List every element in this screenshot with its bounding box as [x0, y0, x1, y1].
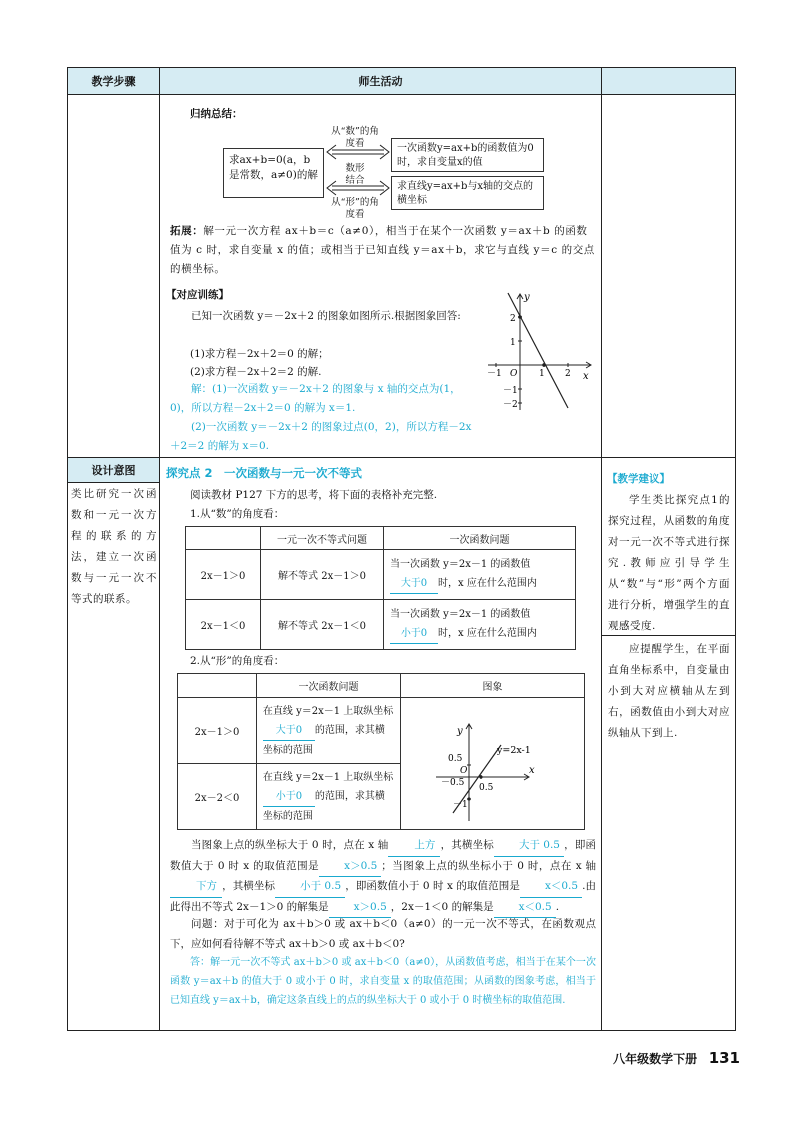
explore-answer: 答：解一元一次不等式 ax＋b＞0 或 ax＋b＜0（a≠0），从函数值考虑，相当于在某个一次函数 y＝ax＋b 的值大于 0 或小于 0 时，求自变量 x 的取值范围；从函数的图象考虑，相当于已知直线 y＝ax＋b，确定这条直线上的点的纵坐标大于 0 或小于 0 时横坐标的取值范围.	[170, 957, 596, 1006]
shape-table-r1c1-b: 的范围，求其横坐标的范围	[262, 724, 385, 756]
fill-paragraph	[170, 836, 596, 918]
graph1-ytick-2: 2	[510, 314, 516, 324]
table-row	[186, 550, 576, 600]
num-table-r1c1: 解不等式 2x－1＞0	[261, 550, 384, 600]
grid-line-h2	[67, 457, 736, 458]
extension-label: 拓展：	[170, 225, 204, 237]
header-activity: 师生活动	[160, 68, 601, 94]
num-table-r1c2-b: 时，x 应在什么范围内	[438, 578, 537, 589]
graph1-y-label: y	[524, 292, 530, 303]
fill-blank-6: x＜0.5	[520, 877, 582, 898]
shape-table	[177, 673, 585, 830]
fill-s3: ，即函数值大于 0 时 x 的取值范围是	[170, 839, 597, 872]
graph1-xtick-neg1: －1	[487, 369, 502, 379]
shape-table-graph-cell	[401, 698, 585, 830]
grid-line-v2	[601, 67, 602, 1031]
practice-label: 【对应训练】	[166, 289, 229, 301]
num-table-r1-blank: 大于0	[390, 574, 438, 594]
explore-shape-title: 2.从“形”的角度看：	[190, 655, 285, 667]
graph2-line-label: y=2x-1	[497, 744, 531, 756]
header-step: 教学步骤	[68, 68, 159, 94]
summary-right-top: 一次函数y=ax+b的函数值为0时，求自变量x的值	[391, 138, 544, 172]
practice-answer-2: (2)一次函数 y＝－2x＋2 的图象过点(0，2)，所以方程－2x＋2＝2 的解为 x＝0.	[170, 421, 472, 452]
graph1-x-label: x	[583, 371, 589, 382]
suggestion-p1: 学生类比探究点1的探究过程，从函数的角度对一元一次不等式进行探究.教师应引导学生从“数”与“形”两个方面进行分析，增强学生的直观感受度.	[608, 494, 730, 632]
suggestion-p2: 应提醒学生，在平面直角坐标系中，自变量由小到大对应横轴从左到右，函数值由小到大对应纵轴从下到上.	[608, 643, 730, 739]
summary-from-number: 从“数”的角度看	[331, 126, 379, 149]
fill-blank-5: 小于 0.5	[275, 877, 345, 898]
shape-table-r1c0: 2x－1＞0	[178, 698, 257, 764]
graph2-xtick-neg05: －0.5	[441, 777, 465, 788]
fill-s6: ，即函数值小于 0 时 x 的取值范围是	[345, 880, 520, 892]
suggestion-label: 【教学建议】	[607, 473, 670, 485]
shape-table-r1c1-a: 在直线 y＝2x－1 上取纵坐标	[262, 705, 394, 717]
explore-question: 问题：对于可化为 ax＋b＞0 或 ax＋b＜0（a≠0）的一元一次不等式，在函数观点下，应如何看待解不等式 ax＋b＞0 或 ax＋b＜0?	[170, 918, 596, 950]
footer-book-title: 八年级数学下册	[613, 1052, 698, 1066]
fill-s8: ，2x－1＜0 的解集是	[390, 900, 494, 913]
footer-page-number: 131	[708, 1049, 740, 1067]
extension	[170, 222, 595, 279]
design-label: 设计意图	[68, 458, 159, 483]
graph2-ytick-neg1: －1	[453, 799, 468, 810]
fill-blank-3: x＞0.5	[319, 857, 381, 878]
footer	[560, 1048, 740, 1067]
summary-combine: 数形结合	[345, 163, 365, 186]
summary-arrows	[324, 140, 392, 200]
graph-line-y-minus-2x-plus-2	[483, 290, 598, 415]
number-table	[185, 526, 576, 650]
shape-table-h1: 一次函数问题	[256, 674, 400, 698]
num-table-r2c2-a: 当一次函数 y＝2x－1 的函数值	[390, 609, 531, 620]
shape-table-r2c1-b: 的范围，求其横坐标的范围	[262, 790, 385, 822]
explore-title: 探究点 2 一次函数与一元一次不等式	[166, 466, 363, 480]
explore-num-title: 1.从“数”的角度看：	[190, 508, 285, 520]
shape-table-r2c1-a: 在直线 y＝2x－1 上取纵坐标	[262, 771, 394, 783]
graph2-origin: O	[460, 765, 468, 776]
design-text: 类比研究一次函数和一元一次方程的联系的方法，建立一次函数与一元一次不等式的联系。	[71, 488, 157, 605]
graph2-x-label: x	[529, 764, 535, 776]
practice-q2: (2)求方程－2x＋2＝2 的解.	[190, 366, 322, 378]
num-table-r2c2	[384, 600, 576, 650]
graph1-ytick-neg1: －1	[503, 386, 518, 396]
fill-s1: 当图象上点的纵坐标大于 0 时，点在 x 轴	[191, 839, 389, 851]
summary-from-shape: 从“形”的角度看	[331, 197, 379, 220]
fill-s5: ，其横坐标	[222, 880, 276, 892]
fill-s2: ，其横坐标	[440, 839, 494, 851]
table-row	[178, 698, 585, 764]
summary-left-box: 求ax+b=0(a，b是常数，a≠0)的解	[223, 148, 324, 198]
shape-table-h0	[178, 674, 257, 698]
num-table-h0	[186, 527, 261, 550]
grid-line-v1	[159, 67, 160, 1031]
shape-table-h2: 图象	[401, 674, 585, 698]
summary-right-bottom: 求直线y=ax+b与x轴的交点的横坐标	[391, 176, 544, 210]
shape-table-r2c1	[256, 764, 400, 830]
num-table-r2c2-b: 时，x 应在什么范围内	[438, 628, 537, 639]
graph1-ytick-neg2: －2	[503, 400, 518, 410]
graph2-xtick-05: 0.5	[479, 782, 494, 793]
graph1-xtick-2: 2	[565, 369, 571, 379]
extension-text: 解一元一次方程 ax＋b＝c（a≠0），相当于在某个一次函数 y＝ax＋b 的函数值为 c 时，求自变量 x 的值；或相当于已知直线 y＝ax＋b，求它与直线 y＝c 的交点的横坐标。	[170, 225, 595, 275]
graph1-xtick-1: 1	[539, 369, 545, 379]
shape-table-r2-blank: 小于0	[263, 787, 315, 807]
num-table-r1c0: 2x－1＞0	[186, 550, 261, 600]
fill-blank-2: 大于 0.5	[494, 836, 564, 857]
graph1-origin: O	[510, 369, 518, 379]
shape-table-r1-blank: 大于0	[263, 721, 315, 741]
fill-s4: ；当图象上点的纵坐标小于 0 时，点在 x 轴	[381, 859, 597, 872]
suggestion-divider	[602, 635, 735, 636]
summary-title: 归纳总结：	[190, 108, 243, 120]
fill-s9: .	[555, 900, 560, 913]
num-table-r1c2-a: 当一次函数 y＝2x－1 的函数值	[390, 559, 531, 570]
shape-table-r2c0: 2x－2＜0	[178, 764, 257, 830]
graph1-ytick-1: 1	[510, 338, 516, 348]
num-table-r1c2	[384, 550, 576, 600]
table-row	[186, 600, 576, 650]
num-table-r2c1: 解不等式 2x－1＜0	[261, 600, 384, 650]
num-table-r2c0: 2x－1＜0	[186, 600, 261, 650]
fill-blank-4: 下方	[170, 877, 222, 898]
practice-question: 已知一次函数 y＝－2x＋2 的图象如图所示.根据图象回答:	[191, 310, 461, 322]
graph-line-y-2x-minus-1	[401, 699, 584, 829]
explore-intro: 阅读教材 P127 下方的思考，将下面的表格补充完整.	[190, 489, 438, 501]
shape-table-r1c1	[256, 698, 400, 764]
graph2-y-label: y	[457, 725, 463, 737]
fill-s7: .由此得出不等式 2x－1＞0 的解集是	[170, 880, 597, 913]
num-table-h2: 一次函数问题	[384, 527, 576, 550]
fill-blank-1: 上方	[388, 836, 440, 857]
practice-answer-1: 解：(1)一次函数 y＝－2x＋2 的图象与 x 轴的交点为(1，0)，所以方程－2x＋2＝0 的解为 x＝1.	[170, 383, 461, 414]
graph2-ytick-05: 0.5	[448, 753, 463, 764]
practice-q1: (1)求方程－2x＋2＝0 的解；	[190, 348, 329, 360]
fill-blank-8: x＜0.5	[494, 898, 556, 919]
fill-blank-7: x＞0.5	[329, 898, 391, 919]
header-right	[602, 68, 735, 94]
grid-line-h1	[67, 94, 736, 95]
num-table-h1: 一元一次不等式问题	[261, 527, 384, 550]
num-table-r2-blank: 小于0	[390, 624, 438, 644]
